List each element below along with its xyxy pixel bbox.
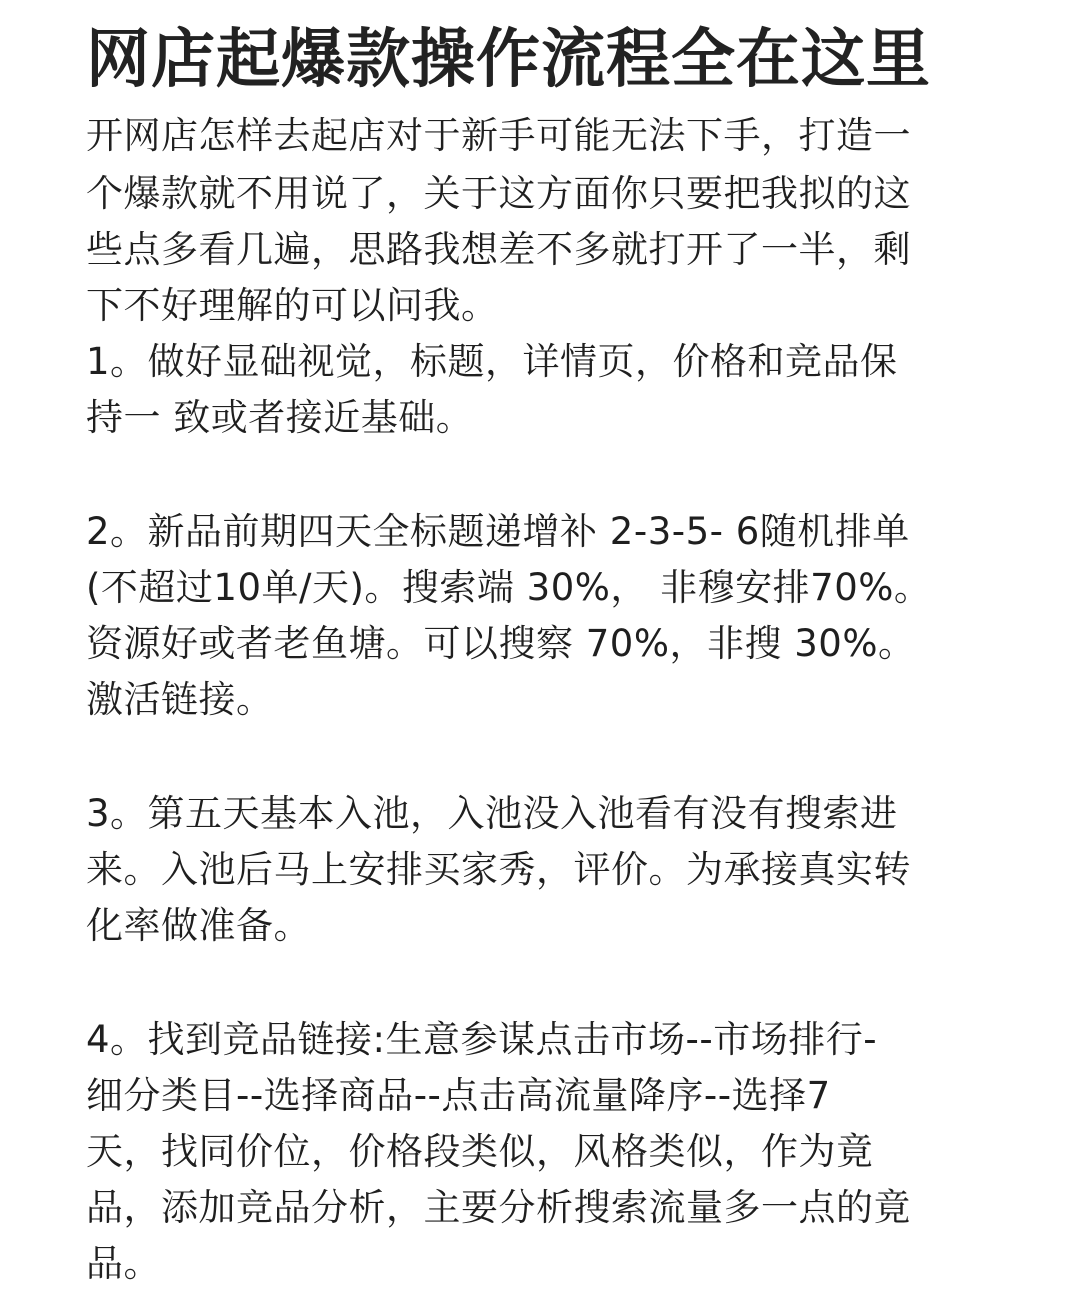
step-4-line: 品，添加竞品分析，主要分析搜索流量多一点的竟 — [86, 1186, 911, 1229]
step-1-line: 持一 致或者接近基础。 — [86, 396, 474, 439]
step-2-line: (不超过10单/天)。搜索端 30%， 非穆安排70%。 — [86, 566, 932, 609]
step-3-line: 来。入池后马上安排买家秀，评价。为承接真实转 — [86, 848, 911, 891]
article-title: 网店起爆款操作流程全在这里 — [86, 23, 931, 97]
intro-line: 下不好理解的可以问我。 — [86, 284, 499, 327]
step-4-line: 品。 — [86, 1242, 161, 1285]
step-2-line: 激活链接。 — [86, 678, 274, 721]
step-1-line: 1。做好显础视觉，标题，详情页，价格和竞品保 — [86, 340, 898, 383]
step-4-line: 细分类目--选择商品--点击高流量降序--选择7 — [86, 1074, 831, 1117]
intro-line: 些点多看几遍，思路我想差不多就打开了一半，剩 — [86, 228, 911, 271]
step-3-line: 3。第五天基本入池，入池没入池看有没有搜索进 — [86, 792, 898, 835]
step-3-line: 化率做准备。 — [86, 904, 311, 947]
step-4-line: 4。找到竞品链接:生意参谋点击市场--市场排行- — [86, 1018, 878, 1061]
intro-line: 开网店怎样去起店对于新手可能无法下手，打造一 — [86, 114, 911, 157]
step-2-line: 2。新品前期四天全标题递增补 2-3-5- 6随机排单 — [86, 510, 910, 553]
step-2-line: 资源好或者老鱼塘。可以搜察 70%，非搜 30%。 — [86, 622, 916, 665]
intro-line: 个爆款就不用说了，关于这方面你只要把我拟的这 — [86, 172, 911, 215]
step-4-line: 天，找同价位，价格段类似，风格类似，作为竟 — [86, 1130, 874, 1173]
